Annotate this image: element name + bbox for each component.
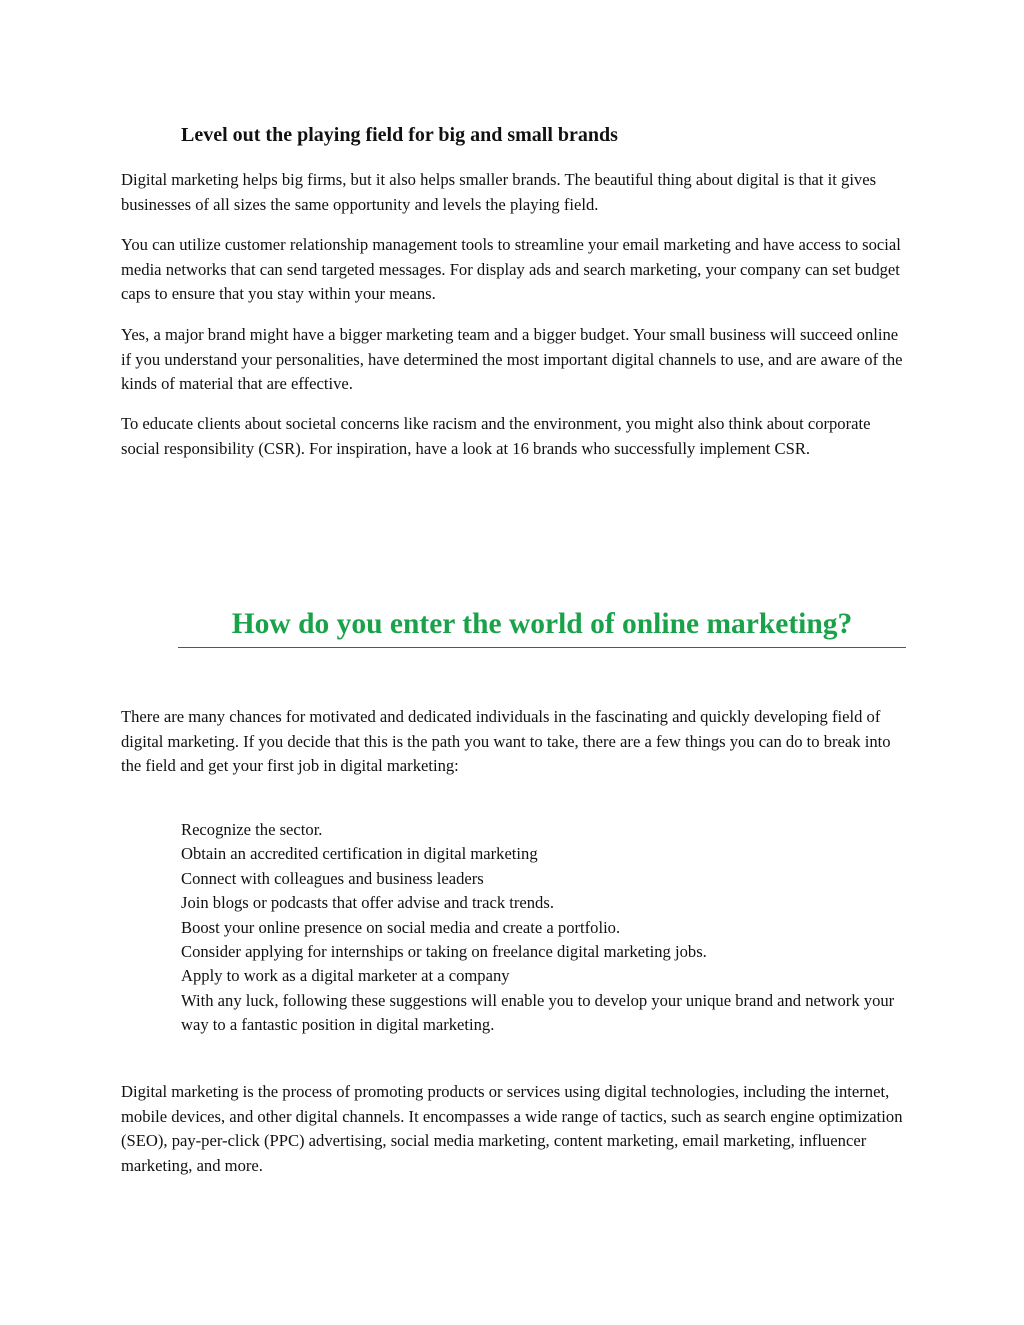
list-item: Recognize the sector. xyxy=(181,820,323,839)
list-item: Boost your online presence on social media and create a portfolio. xyxy=(181,917,621,937)
paragraph-crm-tools: You can utilize customer relationship management tools to streamline your email marketing and have access to social media networks that can send targeted messages. For display ads and search marketing, your company can set budget caps to ensure that you stay within your means. xyxy=(121,235,901,303)
list-item: Apply to work as a digital marketer at a company xyxy=(181,966,510,986)
section-heading-online-marketing: How do you enter the world of online marketing? xyxy=(231,608,853,640)
steps-list xyxy=(181,818,901,1038)
list-item: Connect with colleagues and business leaders xyxy=(181,868,484,888)
paragraph-digital-marketing-definition: Digital marketing is the process of promoting products or services using digital technologies, including the internet, mobile devices, and other digital channels. It encompasses a wide range of tactics, such as search engine optimization (SEO), pay-per-click (PPC) advertising, social media marketing, content marketing, email marketing, influencer marketing, and more. xyxy=(121,1082,903,1175)
list-item: Consider applying for internships or taking on freelance digital marketing jobs. xyxy=(181,942,707,962)
section-heading-level-playing-field: Level out the playing field for big and small brands xyxy=(181,124,618,146)
list-item: With any luck, following these suggestions will enable you to develop your unique brand and network your way to a fantastic position in digital marketing. xyxy=(181,990,895,1035)
heading-underline-divider xyxy=(178,647,906,648)
paragraph-major-brand: Yes, a major brand might have a bigger marketing team and a bigger budget. Your small business will succeed online if you understand your personalities, have determined the most important digital channels to use, and are aware of the kinds of material that are effective. xyxy=(121,325,903,393)
paragraph-intro-opportunities: There are many chances for motivated and dedicated individuals in the fascinating and quickly developing field of digital marketing. If you decide that this is the path you want to take, there are a few things you can do to break into the field and get your first job in digital marketing: xyxy=(121,707,891,775)
paragraph-csr: To educate clients about societal concerns like racism and the environment, you might also think about corporate social responsibility (CSR). For inspiration, have a look at 16 brands who successfully implement CSR. xyxy=(121,414,871,458)
paragraph-big-and-small-firms: Digital marketing helps big firms, but it also helps smaller brands. The beautiful thing about digital is that it gives businesses of all sizes the same opportunity and levels the playing field. xyxy=(121,170,877,214)
list-item: Obtain an accredited certification in digital marketing xyxy=(181,844,538,864)
list-item: Join blogs or podcasts that offer advise and track trends. xyxy=(181,893,554,913)
